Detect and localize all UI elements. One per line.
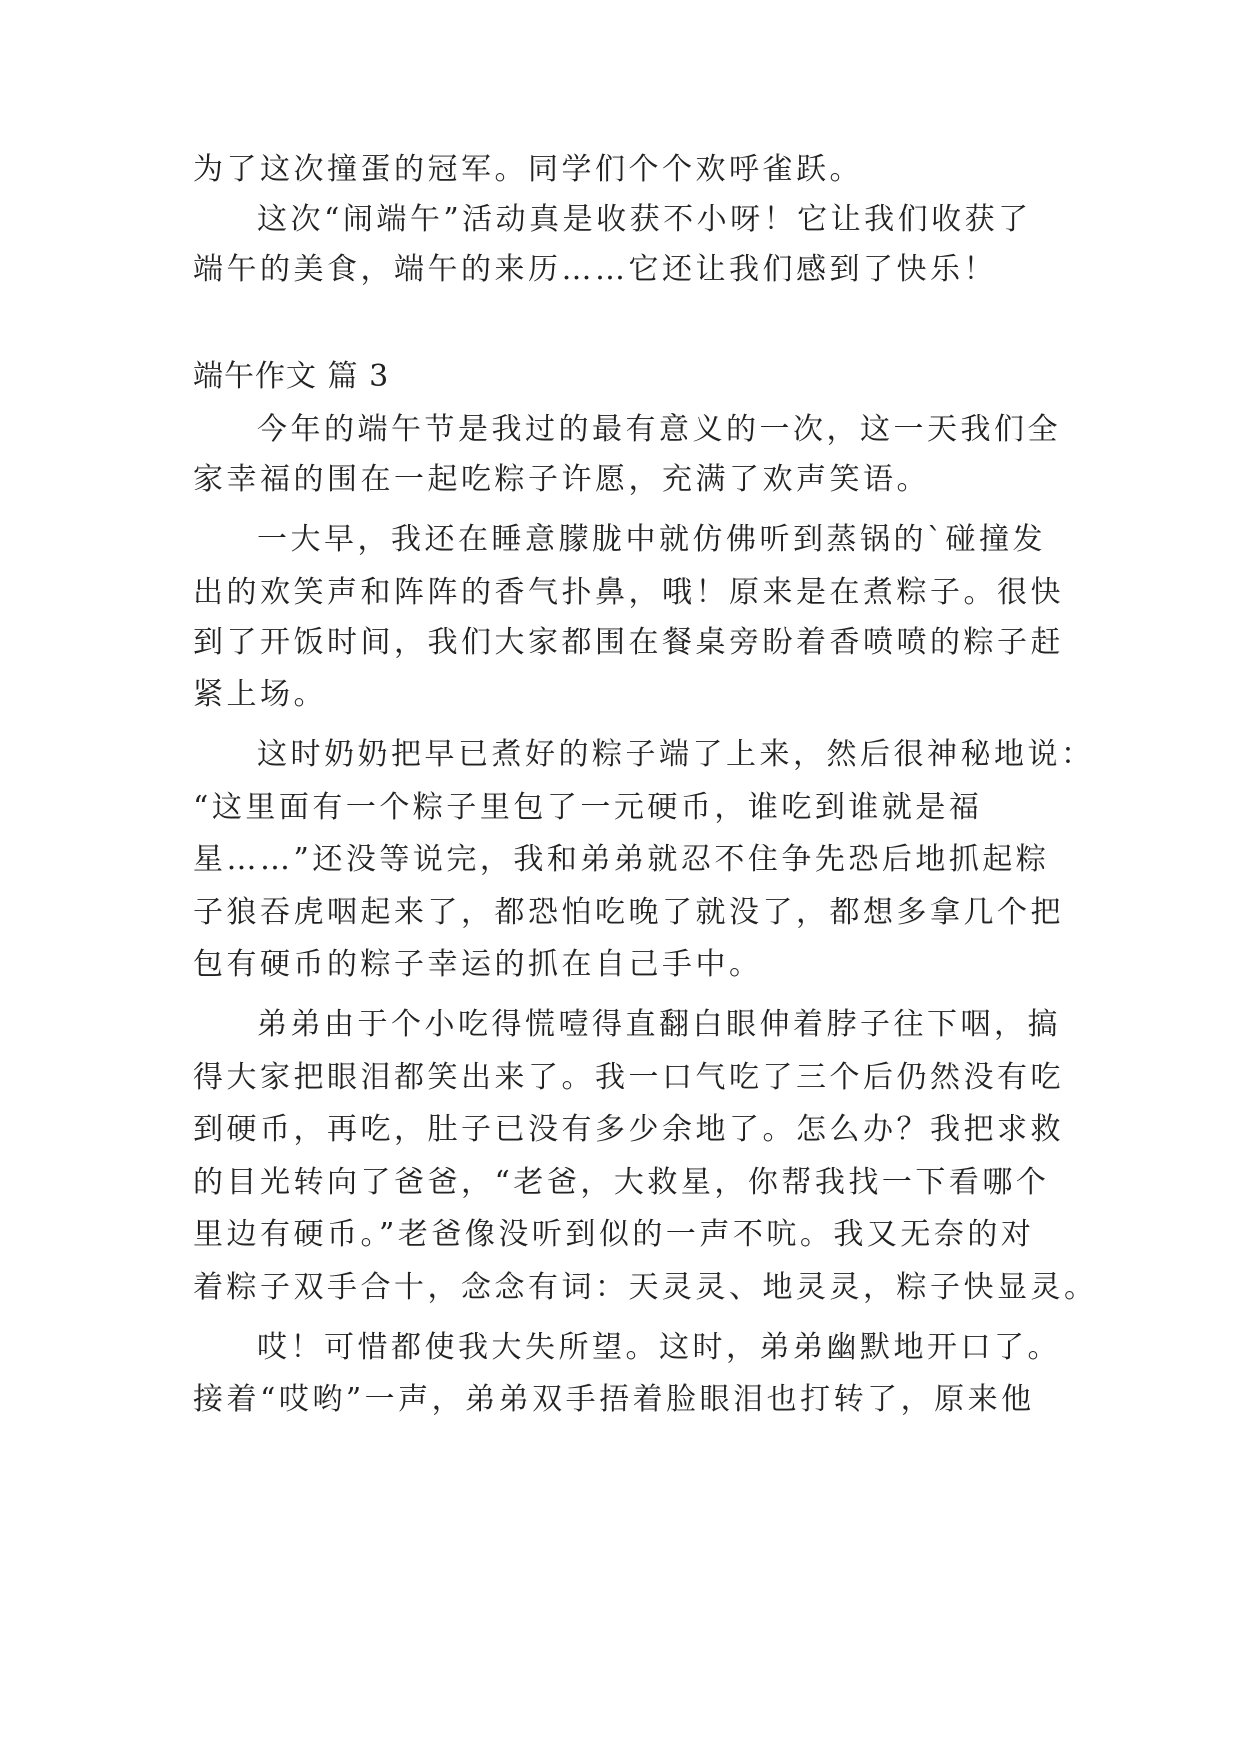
text-line: 里边有硬币。”老爸像没听到似的一声不吭。我又无奈的对 xyxy=(193,1217,1035,1252)
paragraph-start-line: 弟弟由于个小吃得慌噎得直翻白眼伸着脖子往下咽，搞 xyxy=(257,1007,1061,1042)
text-line: 到了开饭时间，我们大家都围在餐桌旁盼着香喷喷的粽子赶 xyxy=(193,625,1064,660)
text-line: 到硬币，再吃，肚子已没有多少余地了。怎么办？我把求救 xyxy=(193,1112,1064,1147)
text-line: 包有硬币的粽子幸运的抓在自己手中。 xyxy=(193,947,763,982)
paragraph-start-line: 今年的端午节是我过的最有意义的一次，这一天我们全 xyxy=(257,412,1061,447)
text-line: 的目光转向了爸爸，“老爸，大救星，你帮我找一下看哪个 xyxy=(193,1165,1050,1200)
text-line: 家幸福的围在一起吃粽子许愿，充满了欢声笑语。 xyxy=(193,462,930,497)
text-line: 端午的美食，端午的来历……它还让我们感到了快乐！ xyxy=(193,252,997,287)
text-line: 为了这次撞蛋的冠军。同学们个个欢呼雀跃。 xyxy=(193,152,863,187)
paragraph-start-line: 一大早，我还在睡意朦胧中就仿佛听到蒸锅的`碰撞发 xyxy=(257,522,1046,557)
text-line: 出的欢笑声和阵阵的香气扑鼻，哦！原来是在煮粽子。很快 xyxy=(193,575,1064,610)
text-line: “这里面有一个粽子里包了一元硬币，谁吃到谁就是福 xyxy=(193,790,983,825)
paragraph-start-line: 这次“闹端午”活动真是收获不小呀！它让我们收获了 xyxy=(257,202,1032,237)
text-line: 着粽子双手合十，念念有词：天灵灵、地灵灵，粽子快显灵。 xyxy=(193,1270,1098,1305)
section-heading: 端午作文 篇 3 xyxy=(193,359,390,394)
paragraph-start-line: 这时奶奶把早已煮好的粽子端了上来，然后很神秘地说： xyxy=(257,737,1095,772)
text-line: 星……”还没等说完，我和弟弟就忍不住争先恐后地抓起粽 xyxy=(193,842,1050,877)
text-line: 得大家把眼泪都笑出来了。我一口气吃了三个后仍然没有吃 xyxy=(193,1060,1064,1095)
text-line: 紧上场。 xyxy=(193,677,327,712)
text-line: 接着“哎哟”一声，弟弟双手捂着脸眼泪也打转了，原来他 xyxy=(193,1382,1035,1417)
text-line: 子狼吞虎咽起来了，都恐怕吃晚了就没了，都想多拿几个把 xyxy=(193,895,1064,930)
paragraph-start-line: 哎！可惜都使我大失所望。这时，弟弟幽默地开口了。 xyxy=(257,1330,1061,1365)
